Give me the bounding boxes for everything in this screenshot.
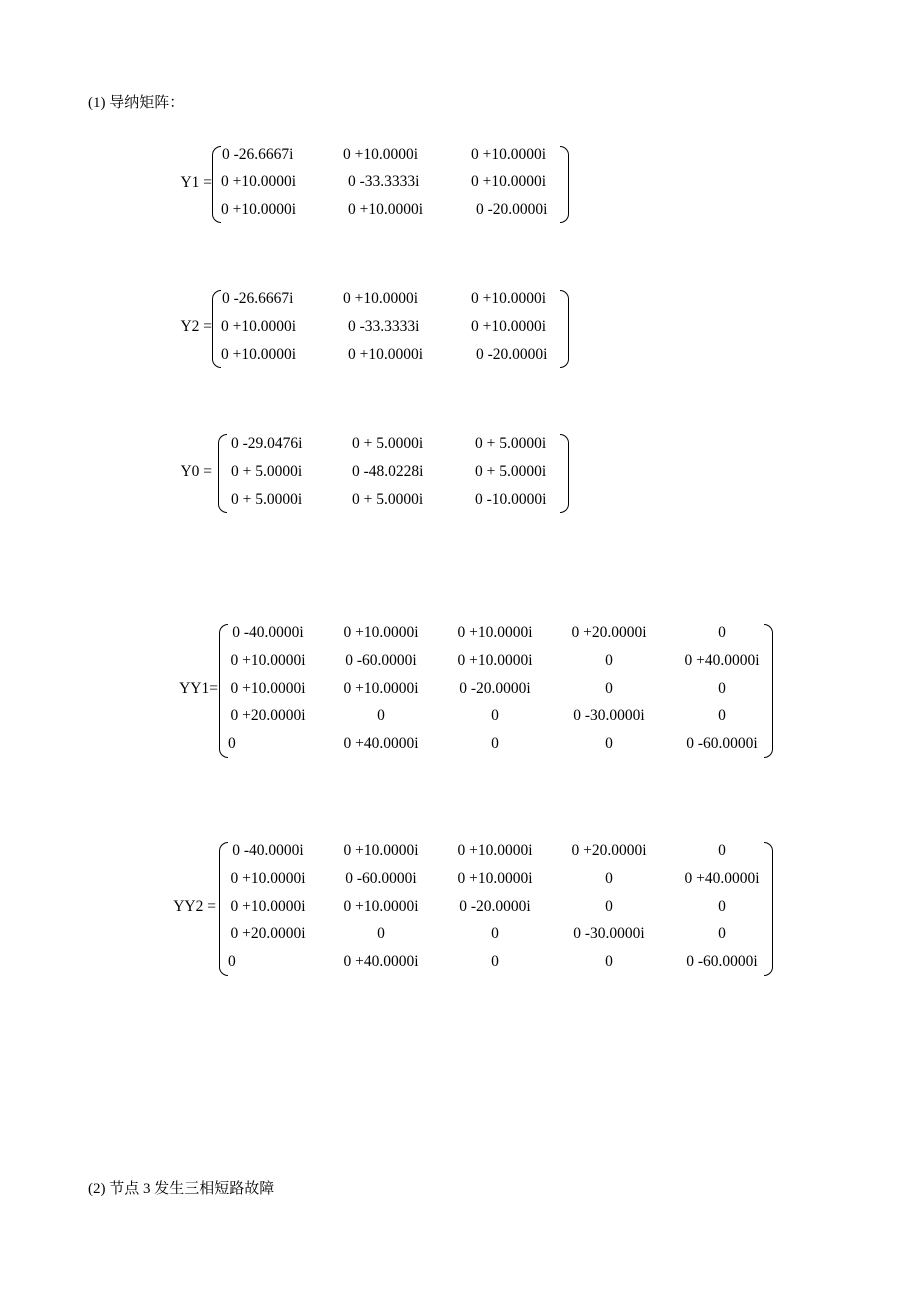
matrix-cell: 0 [718, 925, 726, 942]
left-bracket [212, 290, 221, 368]
matrix-cell: 0 + 5.0000i [475, 463, 547, 480]
matrix-cell: 0 -60.0000i [686, 735, 758, 752]
matrix-cell: 0 -60.0000i [345, 870, 417, 887]
matrix-cell: 0 +10.0000i [230, 680, 306, 697]
matrix-cell: 0 +10.0000i [348, 201, 424, 218]
matrix-cell: 0 [605, 953, 613, 970]
matrix-cell: 0 +10.0000i [343, 146, 419, 163]
matrix-cell: 0 +10.0000i [471, 146, 547, 163]
matrix-cell: 0 [605, 870, 613, 887]
matrix-cell: 0 [718, 680, 726, 697]
section-1-heading: (1) 导纳矩阵： [88, 95, 185, 111]
matrix-cell: 0 -60.0000i [345, 652, 417, 669]
matrix-cell: 0 +10.0000i [471, 318, 547, 335]
matrix-cell: 0 +10.0000i [343, 842, 419, 859]
matrix-cell: 0 [605, 898, 613, 915]
matrix-cell: 0 -29.0476i [231, 435, 303, 452]
matrix-cell: 0 +10.0000i [221, 201, 297, 218]
matrix-cell: 0 -20.0000i [459, 680, 531, 697]
matrix-cell: 0 + 5.0000i [231, 463, 303, 480]
matrix-cell: 0 +10.0000i [457, 624, 533, 641]
matrix-cell: 0 [718, 707, 726, 724]
matrix-cell: 0 +10.0000i [457, 652, 533, 669]
matrix-cell: 0 [718, 842, 726, 859]
matrix-cell: 0 +10.0000i [348, 346, 424, 363]
matrix-cell: 0 +10.0000i [230, 652, 306, 669]
matrix-cell: 0 +10.0000i [343, 898, 419, 915]
matrix-cell: 0 [605, 735, 613, 752]
matrix-cell: 0 [718, 624, 726, 641]
right-bracket [560, 434, 569, 513]
matrix-cell: 0 [377, 925, 385, 942]
matrix-label: Y0 = [180, 463, 212, 480]
matrix-cell: 0 [491, 707, 499, 724]
matrix-cell: 0 + 5.0000i [231, 491, 303, 508]
matrix-cell: 0 +10.0000i [230, 870, 306, 887]
matrix-cell: 0 -33.3333i [348, 173, 420, 190]
matrix-cell: 0 -48.0228i [352, 463, 424, 480]
matrix-cell: 0 +10.0000i [343, 290, 419, 307]
matrix-cell: 0 +40.0000i [343, 953, 419, 970]
matrix-label: Y2 = [180, 318, 212, 335]
matrix-cell: 0 +20.0000i [571, 624, 647, 641]
matrix-cell: 0 -26.6667i [222, 290, 294, 307]
section-2-heading: (2) 节点 3 发生三相短路故障 [88, 1181, 275, 1197]
matrix-cell: 0 +10.0000i [457, 842, 533, 859]
right-bracket [560, 290, 569, 368]
matrix-label: Y1 = [180, 174, 212, 191]
matrix-cell: 0 [228, 735, 236, 752]
matrix-cell: 0 [377, 707, 385, 724]
matrix-cell: 0 + 5.0000i [475, 435, 547, 452]
left-bracket [218, 434, 227, 513]
matrix-cell: 0 +20.0000i [230, 707, 306, 724]
matrix-cell: 0 +10.0000i [230, 898, 306, 915]
matrix-cell: 0 -40.0000i [232, 842, 304, 859]
matrix-cell: 0 [491, 735, 499, 752]
matrix-cell: 0 +10.0000i [343, 680, 419, 697]
matrix-cell: 0 +10.0000i [471, 290, 547, 307]
matrix-cell: 0 +10.0000i [221, 173, 297, 190]
matrix-cell: 0 -33.3333i [348, 318, 420, 335]
matrix-cell: 0 +40.0000i [684, 870, 760, 887]
matrix-cell: 0 -30.0000i [573, 707, 645, 724]
matrix-cell: 0 +10.0000i [221, 318, 297, 335]
matrix-label: YY2 = [173, 898, 216, 915]
matrix-cell: 0 +20.0000i [571, 842, 647, 859]
matrix-cell: 0 [228, 953, 236, 970]
matrix-cell: 0 -20.0000i [476, 201, 548, 218]
matrix-cell: 0 [605, 680, 613, 697]
matrix-cell: 0 + 5.0000i [352, 435, 424, 452]
matrix-cell: 0 +10.0000i [343, 624, 419, 641]
matrix-cell: 0 +10.0000i [457, 870, 533, 887]
matrix-cell: 0 -20.0000i [459, 898, 531, 915]
matrix-cell: 0 -60.0000i [686, 953, 758, 970]
matrix-cell: 0 -40.0000i [232, 624, 304, 641]
matrix-cell: 0 -26.6667i [222, 146, 294, 163]
matrix-cell: 0 [491, 925, 499, 942]
matrix-cell: 0 +40.0000i [684, 652, 760, 669]
matrix-cell: 0 +40.0000i [343, 735, 419, 752]
matrix-cell: 0 +10.0000i [221, 346, 297, 363]
matrix-cell: 0 +20.0000i [230, 925, 306, 942]
matrix-cell: 0 +10.0000i [471, 173, 547, 190]
matrix-cell: 0 -20.0000i [476, 346, 548, 363]
matrix-cell: 0 + 5.0000i [352, 491, 424, 508]
matrix-cell: 0 -30.0000i [573, 925, 645, 942]
matrix-cell: 0 [718, 898, 726, 915]
matrix-cell: 0 -10.0000i [475, 491, 547, 508]
matrix-cell: 0 [491, 953, 499, 970]
right-bracket [560, 146, 569, 223]
matrix-label: YY1= [179, 680, 218, 697]
left-bracket [212, 146, 221, 223]
matrix-cell: 0 [605, 652, 613, 669]
